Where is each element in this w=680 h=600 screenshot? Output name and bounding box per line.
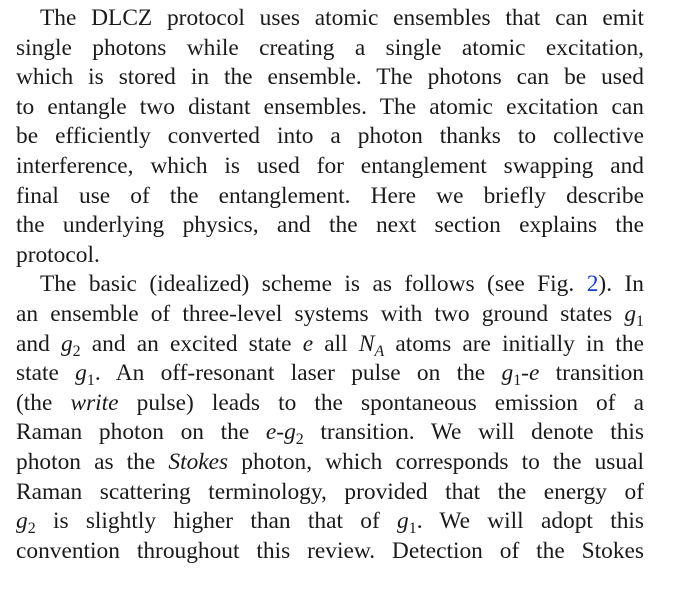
text-segment: transition [539, 360, 644, 387]
symbol-g2: $g_2$ [16, 508, 36, 537]
figure-reference-link[interactable]: 2 [586, 271, 599, 298]
paragraph-1-line-2: single photons while creating a single atomic excitation, [16, 34, 644, 61]
text-segment: is slightly higher than that of [35, 508, 398, 535]
paragraph-2-line-8: Raman scattering terminology, provided that the energy of [16, 478, 644, 505]
paragraph-1-line-3: which is stored in the ensemble. The photons can be used [16, 64, 644, 91]
paragraph-1-line-4: to entangle two distant ensembles. The atomic excitation can [16, 93, 644, 120]
text-segment: all [313, 330, 359, 357]
paragraph-1-line-9: protocol. [16, 241, 100, 268]
paragraph-2-line-7 [16, 448, 644, 478]
text-segment: state [16, 360, 76, 387]
symbol-g1: $g_1$ [397, 508, 417, 537]
write-pulse-term: write [70, 389, 119, 416]
symbol-e: e [302, 330, 314, 357]
text-segment: . An off-resonant laser pulse on the [94, 360, 502, 387]
text-segment: Raman photon on the [16, 419, 266, 446]
paragraph-2-line-9 [16, 507, 644, 537]
text-segment: and an excited state [80, 330, 303, 357]
text-segment: The basic (idealized) scheme is as follows (see Fig. [40, 271, 587, 298]
text-segment: transition. We will denote this [303, 419, 644, 446]
text-segment: pulse) leads to the spontaneous emission of a [118, 389, 644, 416]
paragraph-2-line-5 [16, 389, 644, 419]
paragraph-2-line-1 [16, 270, 644, 300]
symbol-g1-e-transition: $g_1-e$ [501, 360, 540, 389]
text-segment: an ensemble of three-level systems with two ground states [16, 300, 625, 327]
paragraph-2 [16, 270, 644, 566]
paragraph-1-line-1: The DLCZ protocol uses atomic ensembles that can emit [40, 5, 644, 31]
symbol-g1: $g_1$ [624, 300, 644, 330]
symbol-g1: $g_1$ [75, 360, 95, 389]
paragraph-2-line-2 [16, 300, 644, 330]
symbol-e-g2-transition: $e-g_2$ [265, 419, 304, 448]
paragraph-2-line-4 [16, 359, 644, 389]
text-segment: (the [16, 389, 71, 416]
document-page [16, 4, 644, 566]
text-segment: atoms are initially in the [384, 330, 644, 357]
text-segment: and [16, 330, 61, 357]
text-segment: ). In [598, 271, 644, 298]
paragraph-1-line-7: final use of the entanglement. Here we briefly describe [16, 182, 644, 209]
paragraph-1-line-8: the underlying physics, and the next section explains the [16, 212, 644, 239]
paragraph-1-line-5: be efficiently converted into a photon thanks to collective [16, 123, 644, 150]
paragraph-2-line-3 [16, 330, 644, 360]
stokes-term: Stokes [168, 448, 229, 475]
text-segment: photon, which corresponds to the usual [228, 448, 644, 475]
text-segment: photon as the [16, 448, 169, 475]
paragraph-1 [16, 4, 644, 270]
paragraph-2-line-10: convention throughout this review. Detection of the Stokes [16, 537, 644, 564]
text-segment: . We will adopt this [416, 508, 644, 535]
paragraph-2-line-6 [16, 418, 644, 448]
paragraph-1-line-6: interference, which is used for entanglement swapping and [16, 152, 644, 179]
symbol-na: $N_A$ [358, 330, 385, 360]
symbol-g2: $g_2$ [60, 330, 81, 360]
